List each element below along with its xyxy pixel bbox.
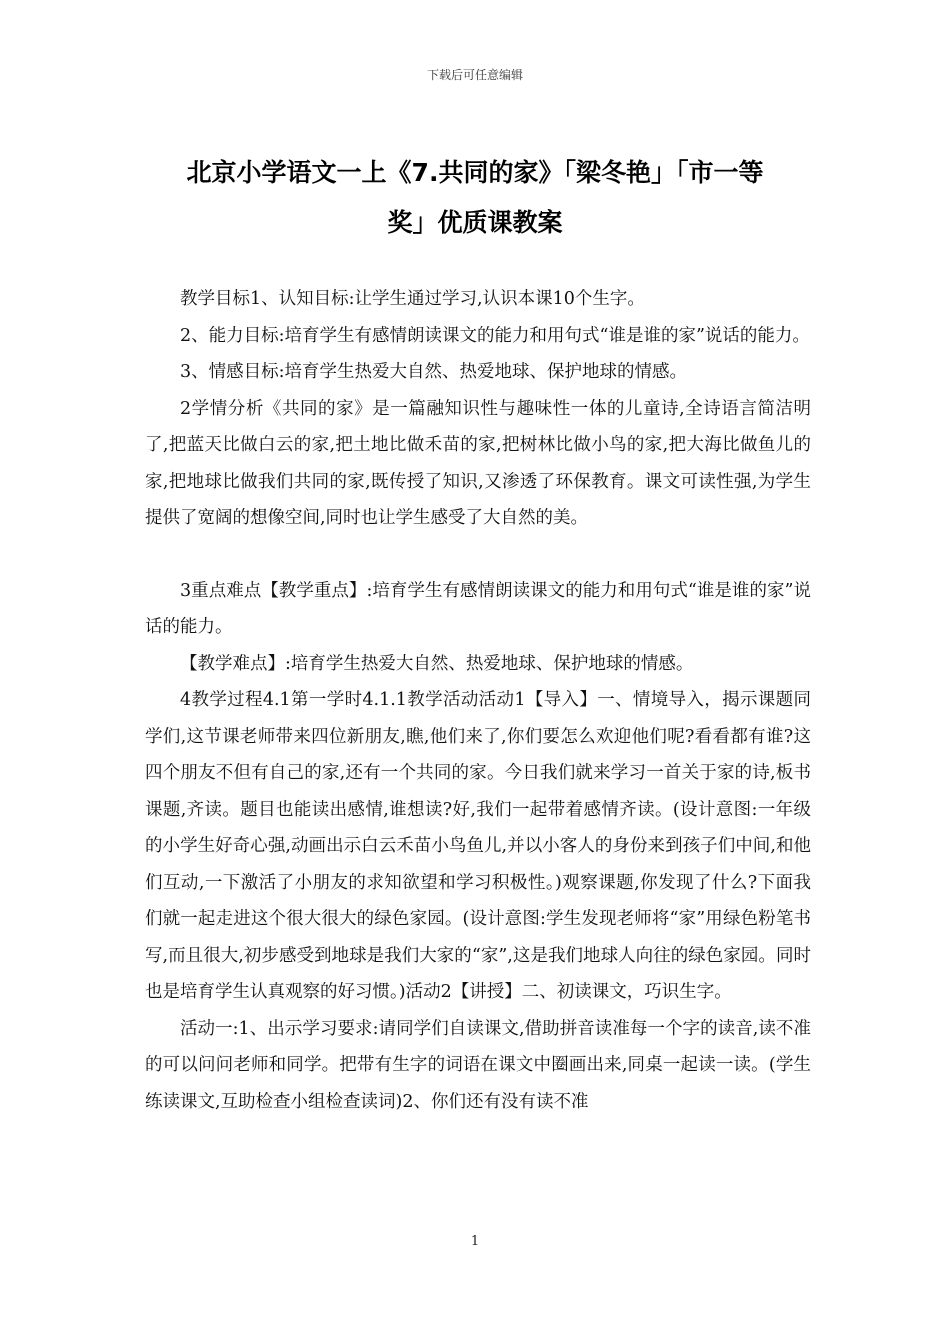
document-body xyxy=(145,281,811,1120)
paragraph-teaching-process: 4教学过程4.1第一学时4.1.1教学活动活动1【导入】一、情境导入，揭示课题同学们,这节课老师带来四位新朋友,瞧,他们来了,你们要怎么欢迎他们呢?看看都有谁?这四个朋友不但有自己的家,还有一个共同的家。今日我们就来学习一首关于家的诗,板书课题,齐读。题目也能读出感情,谁想读?好,我们一起带着感情齐读。(设计意图:一年级的小学生好奇心强,动画出示白云禾苗小鸟鱼儿,并以小客人的身份来到孩子们中间,和他们互动,一下激活了小朋友的求知欲望和学习积极性。)观察课题,你发现了什么?下面我们就一起走进这个很大很大的绿色家园。(设计意图:学生发现老师将“家”用绿色粉笔书写,而且很大,初步感受到地球是我们大家的“家”,这是我们地球人向往的绿色家园。同时也是培育学生认真观察的好习惯。)活动2【讲授】二、初读课文，巧识生字。 xyxy=(145,690,811,1002)
paragraph-teaching-goal-2: 2、能力目标:培育学生有感情朗读课文的能力和用句式“谁是谁的家”说话的能力。 xyxy=(180,325,810,346)
page-header-note: 下载后可任意编辑 xyxy=(426,68,523,82)
paragraph-teaching-goal-1: 教学目标1、认知目标:让学生通过学习,认识本课10个生字。 xyxy=(180,289,645,309)
paragraph-key-points: 3重点难点【教学重点】:培育学生有感情朗读课文的能力和用句式“谁是谁的家”说话的能力。 xyxy=(145,580,811,637)
paragraph-teaching-goal-3: 3、情感目标:培育学生热爱大自然、热爱地球、保护地球的情感。 xyxy=(180,362,688,382)
paragraph-difficulties: 【教学难点】:培育学生热爱大自然、热爱地球、保护地球的情感。 xyxy=(180,653,694,674)
document-title xyxy=(0,148,950,248)
title-line-2: 奖」优质课教案 xyxy=(387,208,563,237)
paragraph-activity-one: 活动一:1、出示学习要求:请同学们自读课文,借助拼音读准每一个字的读音,读不准的可以问问老师和同学。把带有生字的词语在课文中圈画出来,同桌一起读一读。(学生练读课文,互助检查小组检查读词)2、你们还有没有读不准 xyxy=(145,1018,811,1112)
page-number: 1 xyxy=(470,1234,480,1249)
paragraph-analysis: 2学情分析《共同的家》是一篇融知识性与趣味性一体的儿童诗,全诗语言简洁明了,把蓝天比做白云的家,把土地比做禾苗的家,把树林比做小鸟的家,把大海比做鱼儿的家,把地球比做我们共同的家,既传授了知识,又渗透了环保教育。课文可读性强,为学生提供了宽阔的想像空间,同时也让学生感受了大自然的美。 xyxy=(145,398,811,528)
paragraph-spacer xyxy=(145,537,811,573)
title-line-1: 北京小学语文一上《7.共同的家》「梁冬艳」「市一等 xyxy=(186,158,764,187)
